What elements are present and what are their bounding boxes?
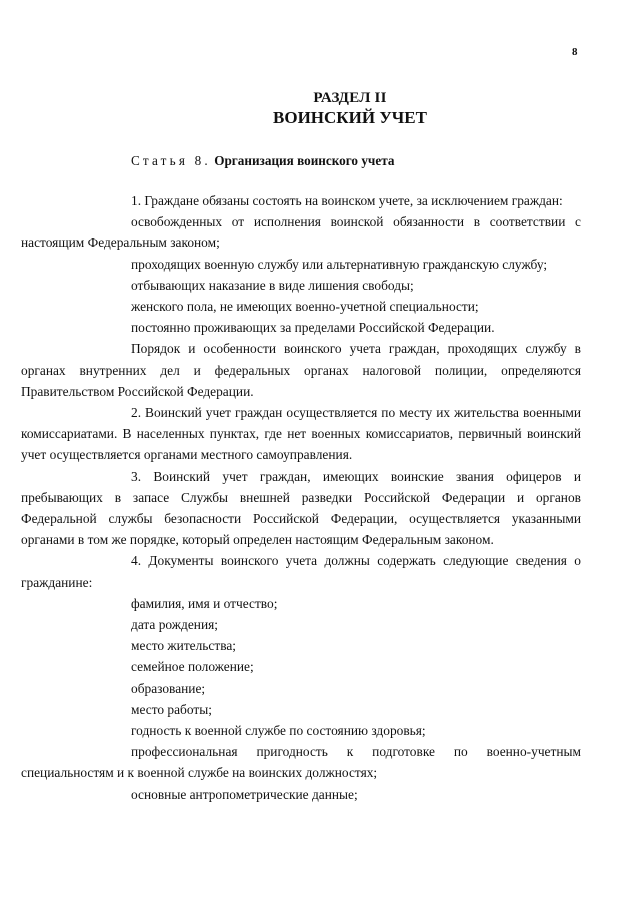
list-item: образование; <box>131 680 206 696</box>
list-item: фамилия, имя и отчество; <box>131 595 278 611</box>
article-body <box>21 190 581 805</box>
list-item: дата рождения; <box>131 617 218 633</box>
section-label: РАЗДЕЛ II <box>313 90 387 106</box>
list-item: семейное положение; <box>131 659 254 675</box>
paragraph: 3. Воинский учет граждан, имеющих воинские звания офицеров и пребывающих в запасе Службы внешней разведки Российской Федерации и органов Федеральной службы безопасности Российской Федерации, осуществляется указанными органами в том же порядке, который определен настоящим Федеральным законом. <box>21 468 581 548</box>
article-title: Организация воинского учета <box>214 153 395 168</box>
paragraph: профессиональная пригодность к подготовке по военно-учетным специальностям и к военной службе на воинских должностях; <box>21 744 581 781</box>
paragraph: 4. Документы воинского учета должны содержать следующие сведения о гражданине: <box>21 553 581 590</box>
paragraph: освобожденных от исполнения воинской обязанности в соответствии с настоящим Федеральным законом; <box>21 214 581 251</box>
section-title: ВОИНСКИЙ УЧЕТ <box>273 108 427 127</box>
list-item: отбывающих наказание в виде лишения свободы; <box>131 277 414 293</box>
list-item: женского пола, не имеющих военно-учетной специальности; <box>131 299 479 315</box>
list-item: годность к военной службе по состоянию здоровья; <box>131 723 426 739</box>
page-number: 8 <box>572 46 578 58</box>
list-item: место жительства; <box>131 638 237 654</box>
paragraph: Порядок и особенности воинского учета граждан, проходящих службу в органах внутренних дел и федеральных органах налоговой полиции, определяются Правительством Российской Федерации. <box>21 341 581 399</box>
paragraph: 2. Воинский учет граждан осуществляется по месту их жительства военными комиссариатами. В населенных пунктах, где нет военных комиссариатов, первичный воинский учет осуществляется органами местного самоуправления. <box>21 405 581 463</box>
paragraph: 1. Граждане обязаны состоять на воинском учете, за исключением граждан: <box>131 193 563 208</box>
list-item: проходящих военную службу или альтернативную гражданскую службу; <box>131 256 548 272</box>
list-item: место работы; <box>131 701 212 717</box>
list-item: основные антропометрические данные; <box>131 786 358 802</box>
article-heading <box>131 153 394 169</box>
article-label: Статья 8. <box>131 153 211 168</box>
list-item: постоянно проживающих за пределами Российской Федерации. <box>131 320 495 336</box>
